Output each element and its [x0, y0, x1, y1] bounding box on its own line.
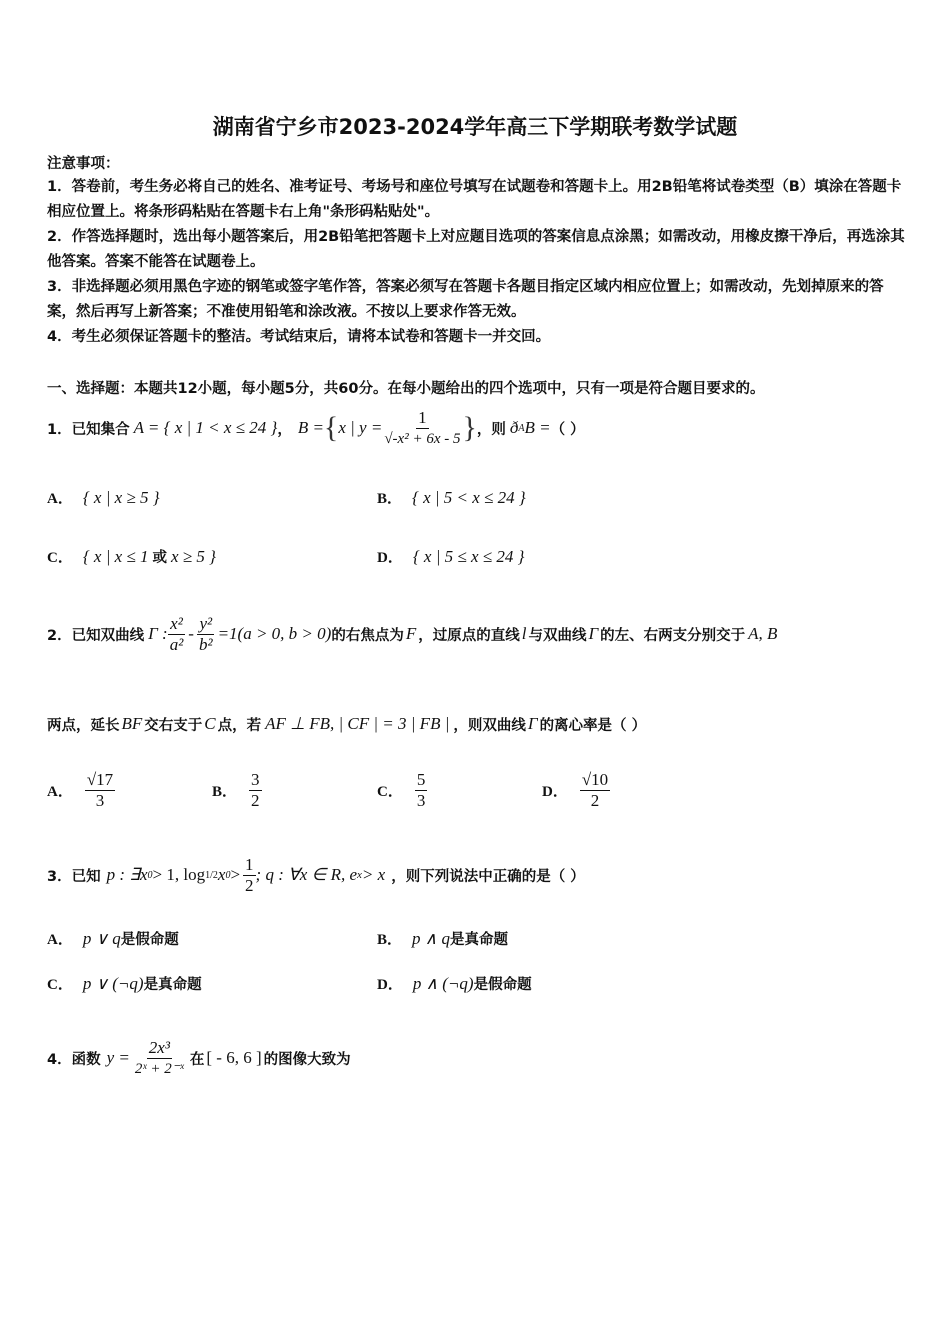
q3-p-sub: 0 [147, 869, 153, 881]
q2-option-c-letter: C． [377, 783, 403, 800]
q1-set-b-lhs: B = [297, 418, 324, 437]
q1-option-c-pre: { x | x ≤ 1 [82, 547, 149, 566]
q2-option-b-letter: B． [212, 783, 238, 800]
q2-frac-x-den: a² [169, 634, 184, 654]
q2-C: C [204, 714, 216, 733]
q2-line2-text-3: 点，若 [217, 717, 262, 734]
q1-left-brace: { [323, 411, 339, 444]
q2-minus: - [188, 624, 194, 643]
q3-p-pre: p : ∃x [106, 865, 148, 884]
q3-number: 3．已知 [47, 868, 101, 885]
q2-option-a [47, 764, 115, 816]
q2-condition: =1(a > 0, b > 0) [217, 624, 332, 643]
q1-complement-symbol: ð [509, 418, 519, 437]
q3-option-a-text: 是假命题 [120, 932, 179, 948]
q1-option-d-text: { x | 5 ≤ x ≤ 24 } [412, 547, 525, 566]
q2-text-1: 的右焦点为 [331, 627, 404, 644]
q2-frac-x-num: x² [170, 613, 183, 633]
q3-option-d [377, 973, 532, 994]
q1-option-c-letter: C． [47, 550, 73, 566]
q2-option-d [542, 764, 610, 816]
q2-line2-text-4: ，则双曲线 [453, 717, 526, 734]
q3-option-a-letter: A． [47, 932, 73, 948]
q2-option-b [212, 764, 262, 816]
q3-gt: > [230, 865, 241, 884]
q1-then: ，则 [476, 421, 506, 438]
q3-p-x-sub: 0 [225, 869, 231, 881]
q1-set-b-fraction [382, 408, 462, 449]
q1-set-b-x: x | y = [338, 418, 383, 437]
q3-option-d-letter: D． [377, 977, 403, 993]
page-title: 湖南省宁乡市2023-2024学年高三下学期联考数学试题 [212, 115, 738, 139]
question-1 [47, 398, 585, 458]
question-3 [47, 845, 585, 905]
q3-option-d-text: 是假命题 [473, 977, 532, 993]
section-heading: 一、选择题：本题共12小题，每小题5分，共60分。在每小题给出的四个选项中，只有一项是符合题目要求的。 [47, 381, 765, 397]
q3-q-sup: x [357, 869, 362, 881]
q2-option-b-frac [249, 770, 262, 811]
notice-item-1: 1．答卷前，考生务必将自己的姓名、准考证号、考场号和座位号填写在试题卷和答题卡上。用2B铅笔将试卷类型（B）填涂在答题卡相应位置上。将条形码粘贴在答题卡右上角"条形码粘贴处"。 [47, 179, 902, 220]
q3-option-c-expr: p ∨ (¬q) [82, 974, 144, 993]
q2-line2-text-5: 的离心率是（ ） [539, 717, 647, 734]
q2-option-c-den: 3 [416, 790, 426, 810]
q3-option-c-letter: C． [47, 977, 73, 993]
q3-option-c-text: 是真命题 [143, 977, 202, 993]
q3-option-d-expr: p ∧ (¬q) [412, 974, 474, 993]
q3-tail: ，则下列说法中正确的是（ ） [391, 868, 585, 885]
q1-frac-num: 1 [418, 407, 427, 427]
q2-text-4: 的左、右两支分别交于 [600, 627, 746, 644]
q2-frac-y [197, 614, 215, 655]
q1-option-b-text: { x | 5 < x ≤ 24 } [412, 488, 526, 507]
q3-option-b [377, 928, 508, 949]
q4-y: y = [106, 1048, 130, 1067]
q3-option-c [47, 973, 202, 994]
q1-complement-sub: A [518, 422, 525, 434]
q2-condition-2: AF ⊥ FB, | CF | = 3 | FB | [265, 714, 450, 733]
q2-gamma-3: Γ [527, 714, 538, 733]
q3-option-a [47, 928, 179, 949]
q4-frac-num: 2x³ [148, 1037, 170, 1057]
q1-frac-den: √-x² + 6x - 5 [384, 430, 461, 447]
q1-set-a: A = { x | 1 < x ≤ 24 } [133, 418, 278, 437]
q3-half-num: 1 [245, 854, 254, 874]
q2-l: l [521, 624, 527, 643]
q4-frac-den: 2ˣ + 2⁻ˣ [134, 1060, 184, 1077]
notice-item-4: 4．考生必须保证答题卡的整洁。考试结束后，请将本试卷和答题卡一并交回。 [47, 329, 551, 345]
q3-option-b-letter: B． [377, 932, 403, 948]
q1-option-a-text: { x | x ≥ 5 } [82, 488, 160, 507]
q2-option-a-num: √17 [86, 769, 114, 789]
q1-option-d [377, 546, 524, 567]
q2-option-d-den: 2 [590, 790, 600, 810]
q1-option-b [377, 487, 526, 508]
q2-BF: BF [121, 714, 143, 733]
q4-number: 4．函数 [47, 1051, 101, 1068]
q1-comma: ， [277, 421, 292, 438]
q1-option-a-letter: A． [47, 491, 73, 507]
q2-AB: A, B [748, 624, 778, 643]
q1-answer-paren: （ ） [550, 421, 585, 438]
notice-item-3: 3．非选择题必须用黑色字迹的钢笔或签字笔作答，答案必须写在答题卡各题目指定区域内相应位置上；如需改动，先划掉原来的答案，然后再写上新答案；不准使用铅笔和涂改液。不按以上要求作答无效。 [47, 279, 884, 320]
q2-text-2: ，过原点的直线 [418, 627, 520, 644]
q3-log-sub: 1/2 [205, 869, 218, 881]
q2-option-b-num: 3 [251, 769, 260, 789]
q1-option-a [47, 487, 160, 508]
q4-interval: [ - 6, 6 ] [206, 1048, 262, 1067]
q3-option-b-expr: p ∧ q [412, 929, 450, 948]
q2-option-b-den: 2 [251, 790, 260, 810]
q2-line2-text-1: 两点，延长 [47, 717, 120, 734]
q2-option-d-num: √10 [581, 769, 609, 789]
q2-option-a-den: 3 [95, 790, 105, 810]
notice-item-2: 2．作答选择题时，选出每小题答案后，用2B铅笔把答题卡上对应题目选项的答案信息点涂黑；如需改动，用橡皮擦干净后，再选涂其他答案。答案不能答在试题卷上。 [47, 229, 905, 270]
q1-number: 1．已知集合 [47, 421, 130, 438]
q1-right-brace: } [462, 411, 477, 444]
q1-option-c [47, 546, 216, 567]
q2-gamma: Γ : [148, 624, 168, 643]
notice-heading: 注意事项： [47, 156, 120, 172]
q2-option-d-frac [580, 770, 610, 811]
q2-frac-y-num: y² [199, 613, 213, 633]
q3-option-a-expr: p ∨ q [82, 929, 121, 948]
q2-option-c-frac [415, 770, 428, 811]
q2-F: F [405, 624, 417, 643]
q3-q-part: ; q : ∀x ∈ R, e [255, 865, 358, 884]
q4-in: 在 [189, 1051, 205, 1068]
question-2-line-1 [47, 602, 777, 666]
q1-option-b-letter: B． [377, 491, 403, 507]
q2-gamma-2: Γ [588, 624, 599, 643]
q3-half-frac [243, 855, 256, 896]
q4-fraction [133, 1038, 186, 1079]
q2-option-c-num: 5 [416, 769, 426, 789]
q2-text-3: 与双曲线 [528, 627, 587, 644]
q2-number: 2．已知双曲线 [47, 627, 145, 644]
q1-option-c-post: x ≥ 5 } [171, 547, 216, 566]
q3-option-b-text: 是真命题 [449, 932, 508, 948]
q2-option-a-letter: A． [47, 783, 73, 800]
q1-option-c-or: 或 [152, 550, 167, 566]
q3-half-den: 2 [245, 875, 254, 895]
q4-tail: 的图像大致为 [263, 1051, 351, 1068]
q2-line2-text-2: 交右支于 [144, 717, 203, 734]
q3-q-end: > x [361, 865, 386, 884]
question-2-line-2 [47, 704, 646, 744]
question-4 [47, 1030, 351, 1086]
q2-option-a-frac [85, 770, 115, 811]
q1-expr-b: B = [524, 418, 551, 437]
q2-frac-y-den: b² [198, 634, 213, 654]
q1-option-d-letter: D． [377, 550, 403, 566]
q2-frac-x [168, 614, 186, 655]
q2-option-c [377, 764, 427, 816]
q2-option-d-letter: D． [542, 783, 568, 800]
q3-p-mid: > 1, log [152, 865, 206, 884]
q3-p-x: x [217, 865, 226, 884]
